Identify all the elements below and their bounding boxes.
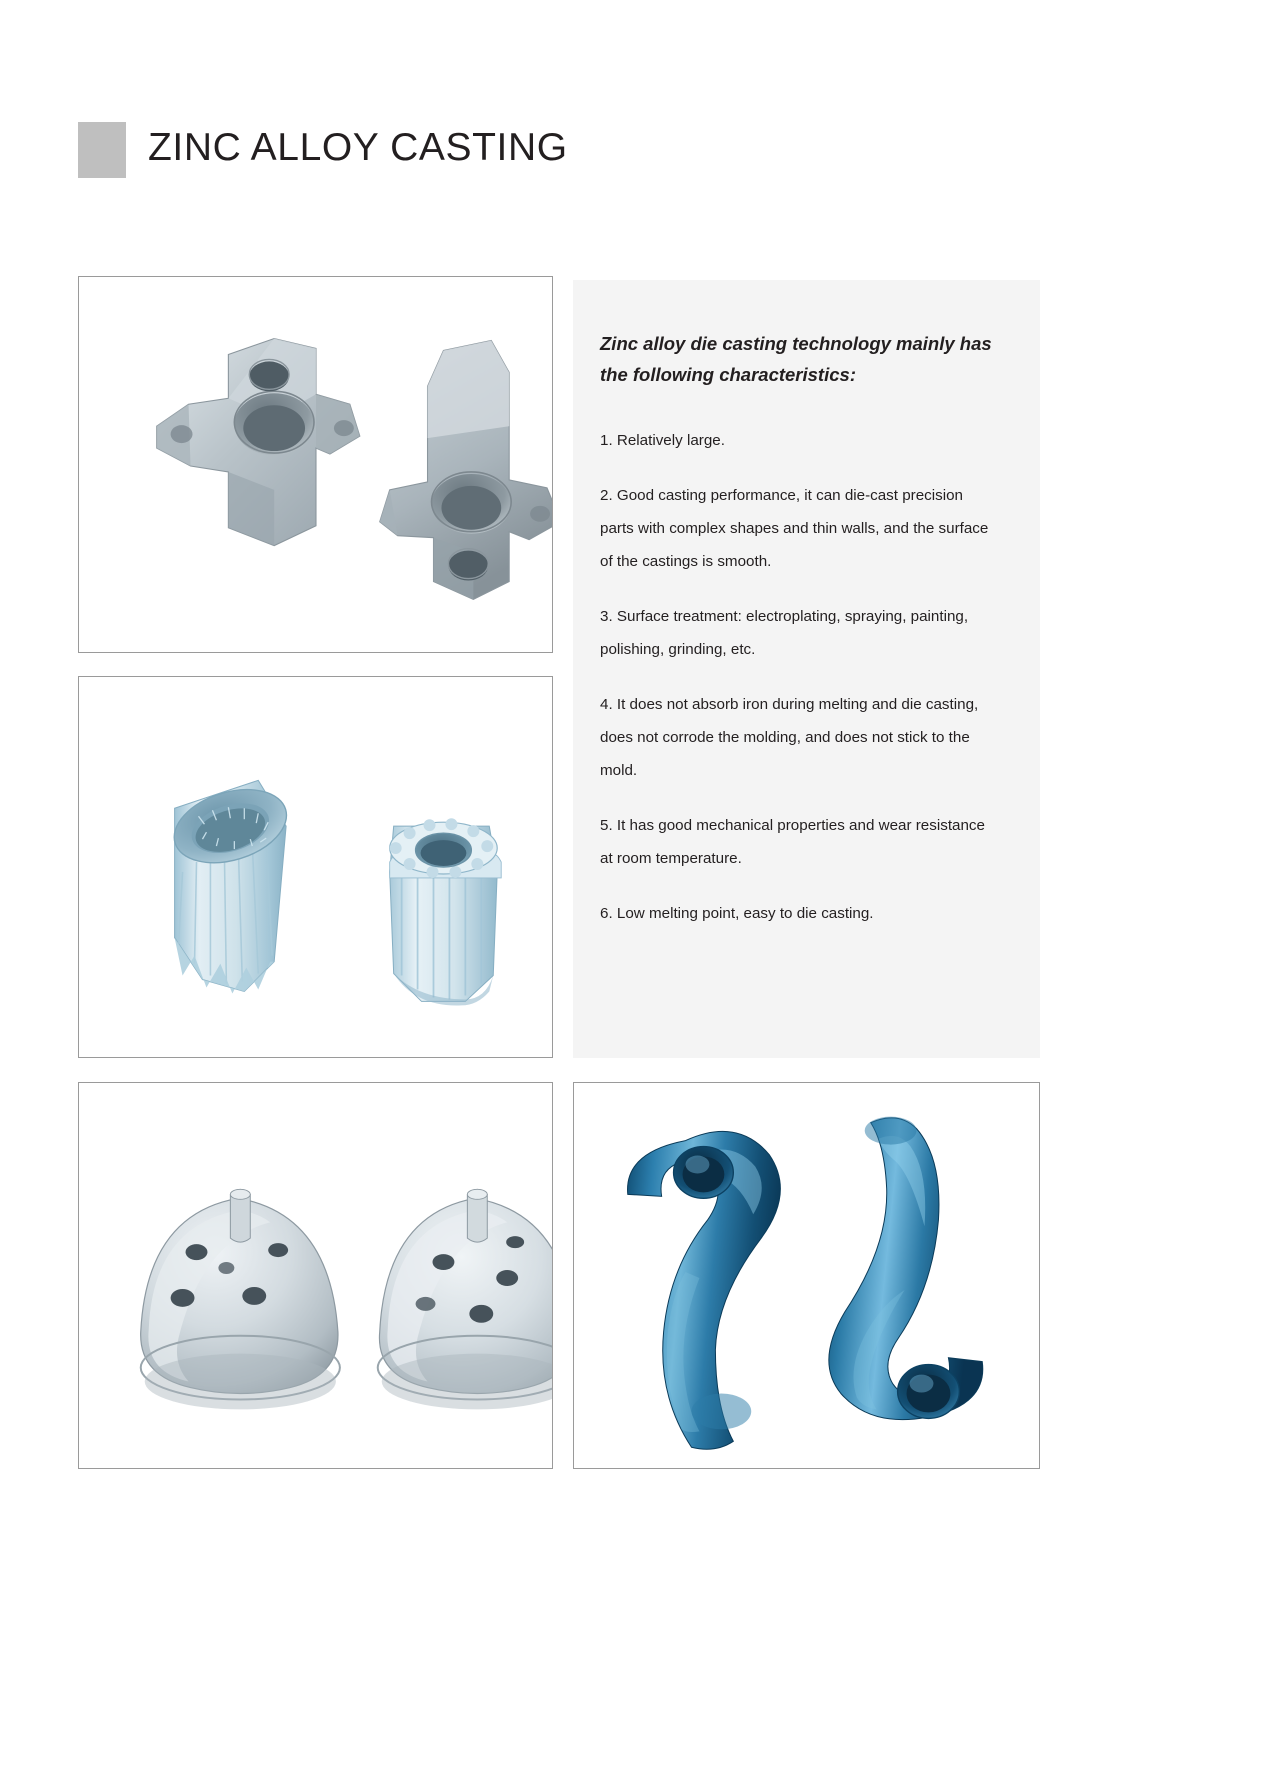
- page-header: [78, 122, 1198, 182]
- figure-cross-bracket-castings: [78, 276, 553, 653]
- page-title: ZINC ALLOY CASTING: [148, 126, 568, 169]
- characteristics-panel: [573, 280, 1040, 1058]
- photo-blue-levers: [574, 1083, 1039, 1468]
- characteristics-list: [600, 424, 1004, 930]
- list-item: 6. Low melting point, easy to die casting.: [600, 905, 874, 922]
- list-item: 2. Good casting performance, it can die-cast precision parts with complex shapes and thin walls, and the surface of the castings is smooth.: [600, 487, 989, 570]
- panel-heading: Zinc alloy die casting technology mainly has the following characteristics:: [600, 333, 992, 385]
- figure-splined-sleeve-castings: [78, 676, 553, 1058]
- list-item: 5. It has good mechanical properties and wear resistance at room temperature.: [600, 817, 985, 867]
- photo-cross-brackets: [79, 277, 552, 652]
- photo-splined-sleeves: [79, 677, 552, 1057]
- header-swatch-icon: [78, 122, 126, 178]
- figure-bell-cap-castings: [78, 1082, 553, 1469]
- photo-bell-caps: [79, 1083, 552, 1468]
- list-item: 4. It does not absorb iron during melting and die casting, does not corrode the molding, and does not stick to the mold.: [600, 696, 979, 779]
- list-item: 3. Surface treatment: electroplating, spraying, painting, polishing, grinding, etc.: [600, 608, 969, 658]
- list-item: 1. Relatively large.: [600, 432, 725, 449]
- figure-blue-lever-castings: [573, 1082, 1040, 1469]
